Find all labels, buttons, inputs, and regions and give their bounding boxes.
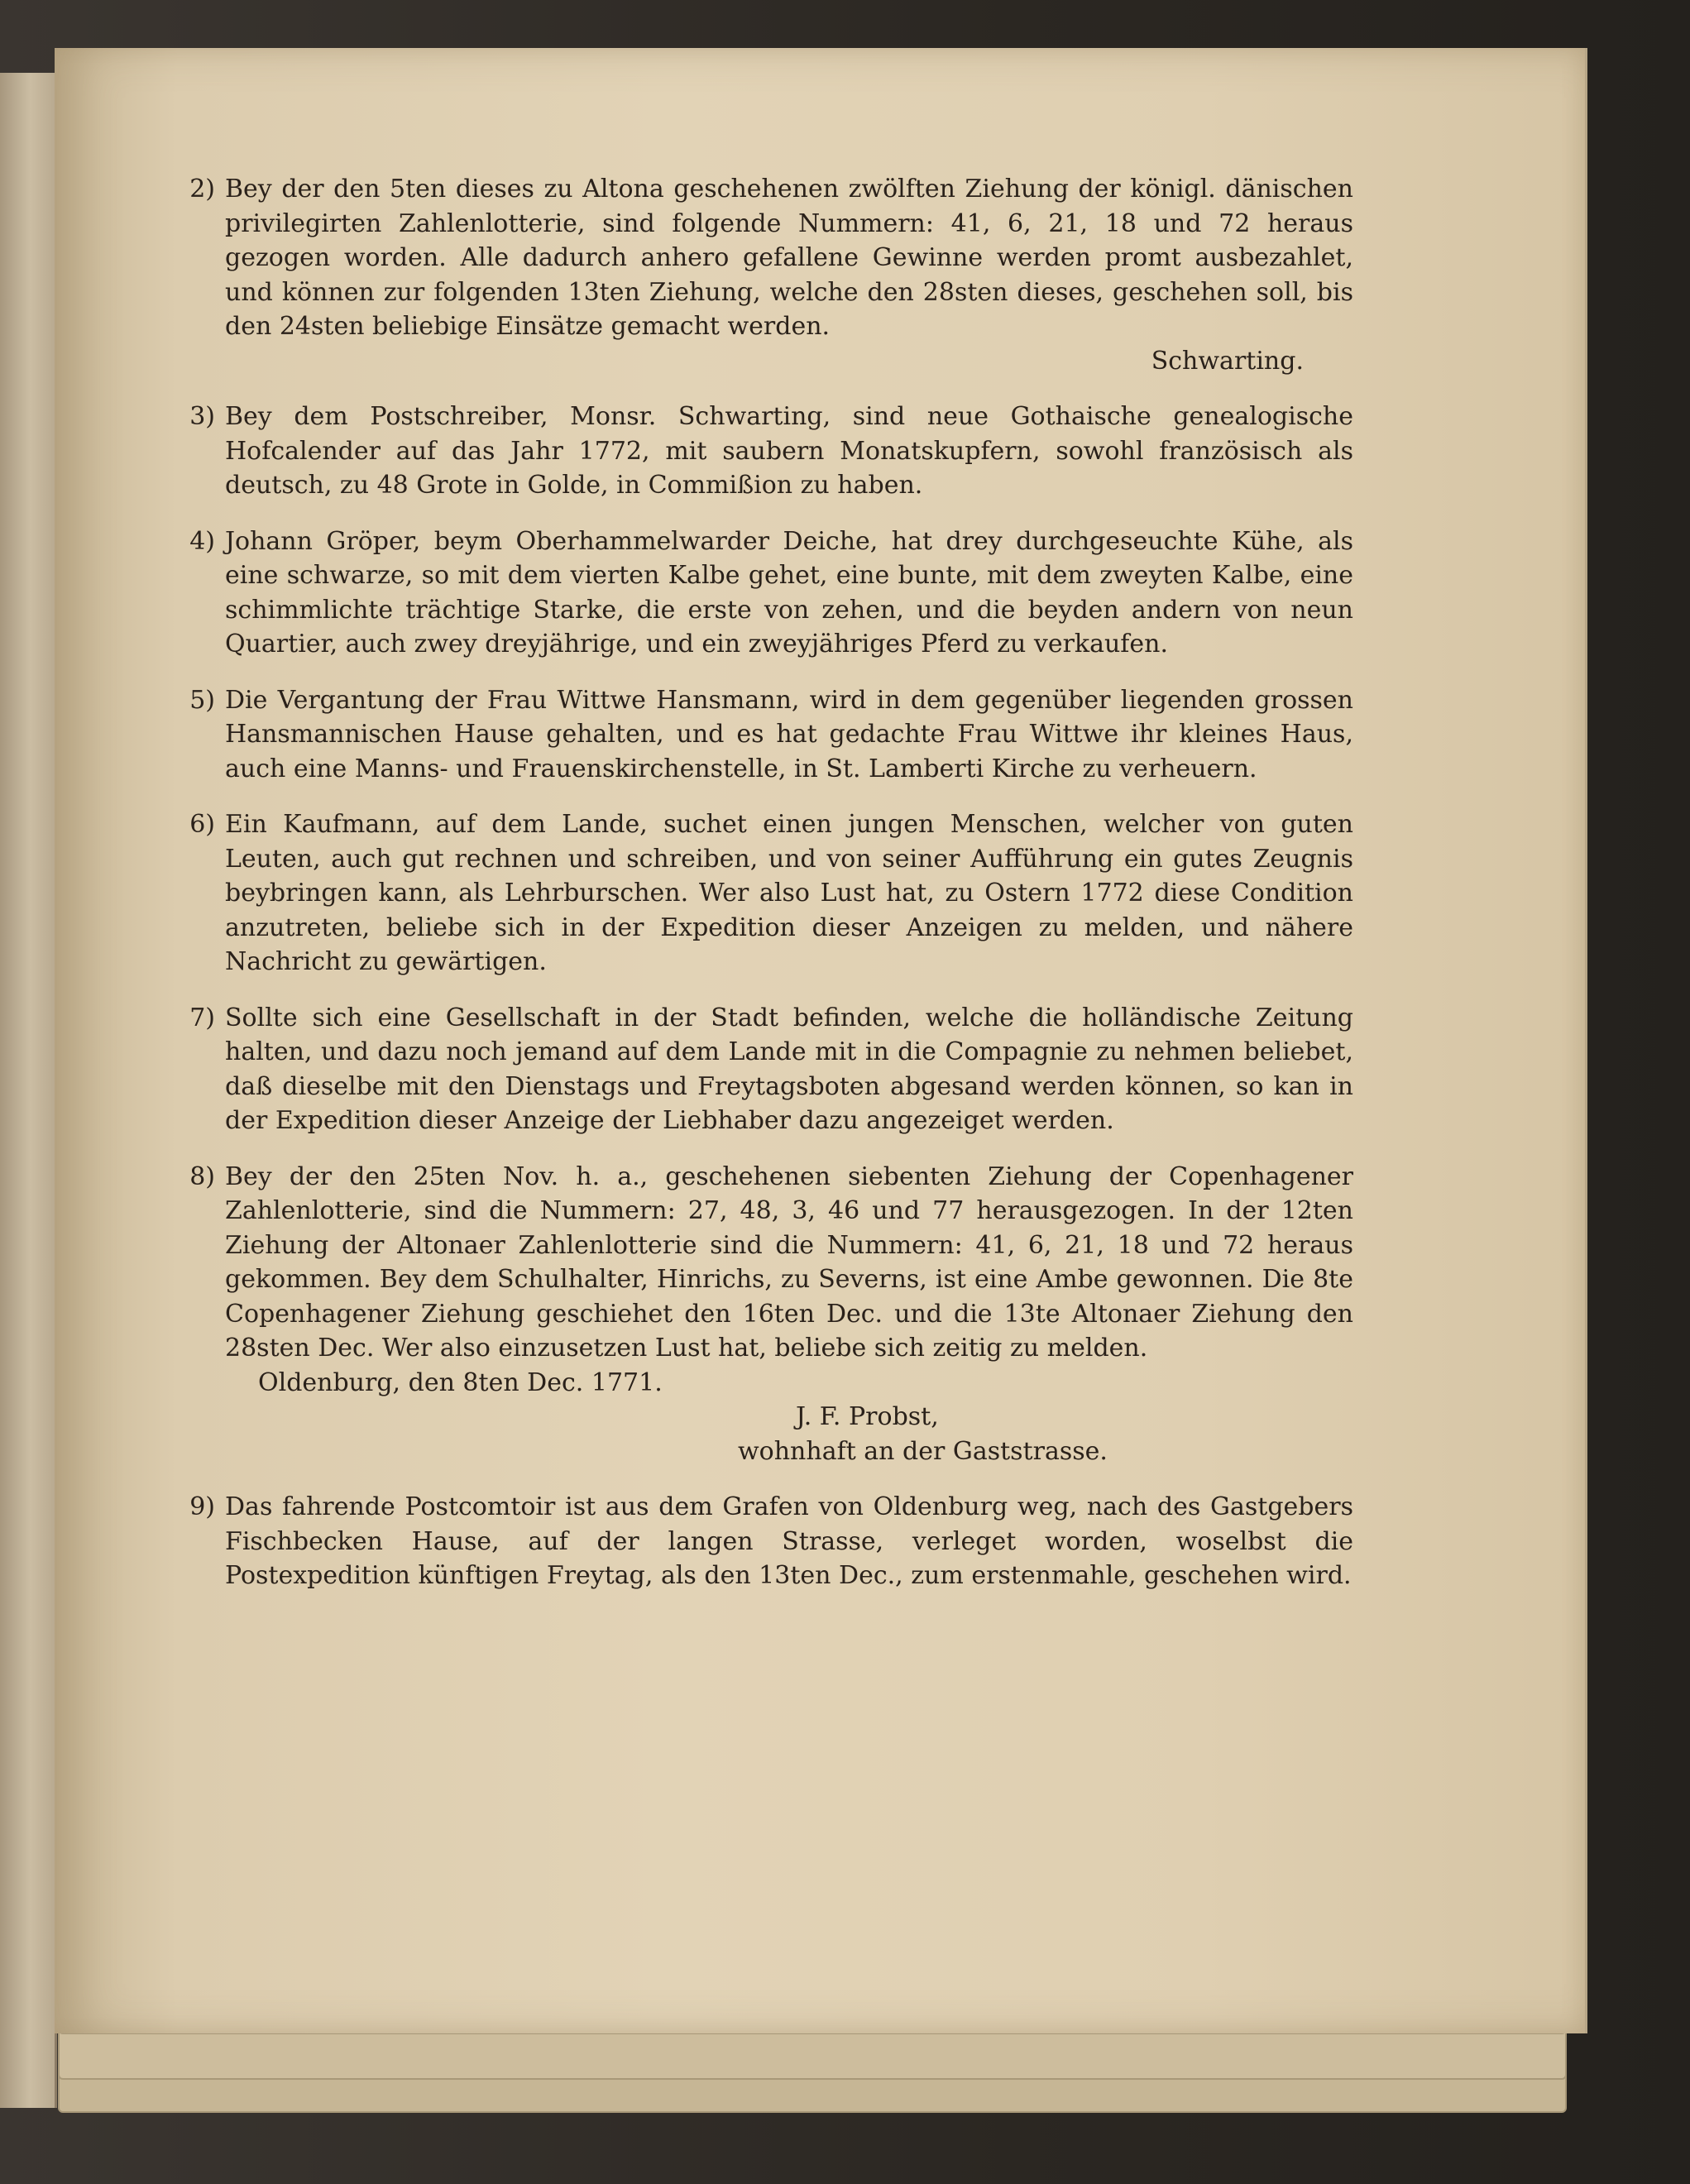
notice-signature-block: [225, 1400, 1353, 1468]
notice-body: [225, 524, 1353, 662]
notice-text: Bey der den 5ten dieses zu Altona geschehenen zwölften Ziehung der königl. dänischen privilegirten Zahlenlotterie, sind folgende Nummern: 41, 6, 21, 18 und 72 heraus gezogen worden. Alle dadurch anhero gefallene Gewinne werden promt ausbezahlet, und können zur folgenden 13ten Ziehung, welche den 28sten dieses, geschehen soll, bis den 24sten beliebige Einsätze gemacht werden.: [225, 175, 1353, 341]
notice-number: 8): [189, 1161, 215, 1191]
notice-signature-name: J. F. Probst,: [796, 1402, 939, 1431]
notice-number: 7): [189, 1003, 215, 1032]
notice-body: [225, 683, 1353, 787]
notice-5: [146, 683, 1353, 787]
notice-text: Das fahrende Postcomtoir ist aus dem Grafen von Oldenburg weg, nach des Gastgebers Fischbecken Hause, auf der langen Strasse, verleget worden, woselbst die Postexpedition künftigen Freytag, als den 13ten Dec., zum erstenmahle, geschehen wird.: [225, 1492, 1353, 1590]
notice-body: [225, 1160, 1353, 1469]
notice-text: Die Vergantung der Frau Wittwe Hansmann, wird in dem gegenüber liegenden grossen Hansmannischen Hause gehalten, und es hat gedachte Frau Wittwe ihr kleines Haus, auch eine Manns- und Frauenskirchenstelle, in St. Lamberti Kirche zu verheuern.: [225, 685, 1353, 783]
notice-body: [225, 1001, 1353, 1138]
notice-text: Bey dem Postschreiber, Monsr. Schwarting, sind neue Gothaische genealogische Hofcalender auf das Jahr 1772, mit saubern Monatskupfern, sowohl französisch als deutsch, zu 48 Grote in Golde, in Commißion zu haben.: [225, 402, 1353, 500]
notice-text: Sollte sich eine Gesellschaft in der Stadt befinden, welche die holländische Zeitung halten, und dazu noch jemand auf dem Lande mit in die Compagnie zu nehmen beliebet, daß dieselbe mit den Dienstags und Freytagsboten abgesand werden können, so kan in der Expedition dieser Anzeige der Liebhaber dazu angezeiget werden.: [225, 1003, 1353, 1135]
notice-number: 4): [189, 526, 215, 556]
notice-number: 3): [189, 402, 215, 431]
notice-body: [225, 172, 1353, 378]
notice-body: [225, 1490, 1353, 1593]
page-text: [146, 172, 1353, 1615]
notice-text: Bey der den 25ten Nov. h. a., geschehenen siebenten Ziehung der Copenhagener Zahlenlotterie, sind die Nummern: 27, 48, 3, 46 und 77 herausgezogen. In der 12ten Ziehung der Altonaer Zahlenlotterie sind die Nummern: 41, 6, 21, 18 und 72 heraus gekommen. Bey dem Schulhalter, Hinrichs, zu Severns, ist eine Ambe gewonnen. Die 8te Copenhagener Ziehung geschiehet den 16ten Dec. und die 13te Altonaer Ziehung den 28sten Dec. Wer also einzusetzen Lust hat, beliebe sich zeitig zu melden.: [225, 1161, 1353, 1363]
notice-signature-address: wohnhaft an der Gaststrasse.: [738, 1436, 1108, 1466]
notice-number: 2): [189, 175, 215, 204]
notice-text: Ein Kaufmann, auf dem Lande, suchet einen jungen Menschen, welcher von guten Leuten, auch gut rechnen und schreiben, und von seiner Aufführung ein gutes Zeugnis beybringen kann, als Lehrburschen. Wer also Lust hat, zu Ostern 1772 diese Condition anzutreten, beliebe sich in der Expedition dieser Anzeigen zu melden, und nähere Nachricht zu gewärtigen.: [225, 810, 1353, 976]
notice-8: [146, 1160, 1353, 1469]
notice-9: [146, 1490, 1353, 1593]
notice-place-date: Oldenburg, den 8ten Dec. 1771.: [258, 1367, 663, 1397]
notice-signature: Schwarting.: [1151, 346, 1304, 376]
notice-number: 6): [189, 810, 215, 839]
notice-7: [146, 1001, 1353, 1138]
notice-4: [146, 524, 1353, 662]
document-page: [55, 48, 1587, 2033]
notice-2: [146, 172, 1353, 378]
facing-page-edge: [0, 73, 57, 2108]
notice-body: [225, 400, 1353, 503]
notice-6: [146, 807, 1353, 979]
notice-number: 9): [189, 1492, 215, 1521]
notice-3: [146, 400, 1353, 503]
notice-text: Johann Gröper, beym Oberhammelwarder Deiche, hat drey durchgeseuchte Kühe, als eine schwarze, so mit dem vierten Kalbe gehet, eine bunte, mit dem zweyten Kalbe, eine schimmlichte trächtige Starke, die erste von zehen, und die beyden andern von neun Quartier, auch zwey dreyjährige, und ein zweyjähriges Pferd zu verkaufen.: [225, 526, 1353, 659]
notice-number: 5): [189, 685, 215, 715]
notice-body: [225, 807, 1353, 979]
